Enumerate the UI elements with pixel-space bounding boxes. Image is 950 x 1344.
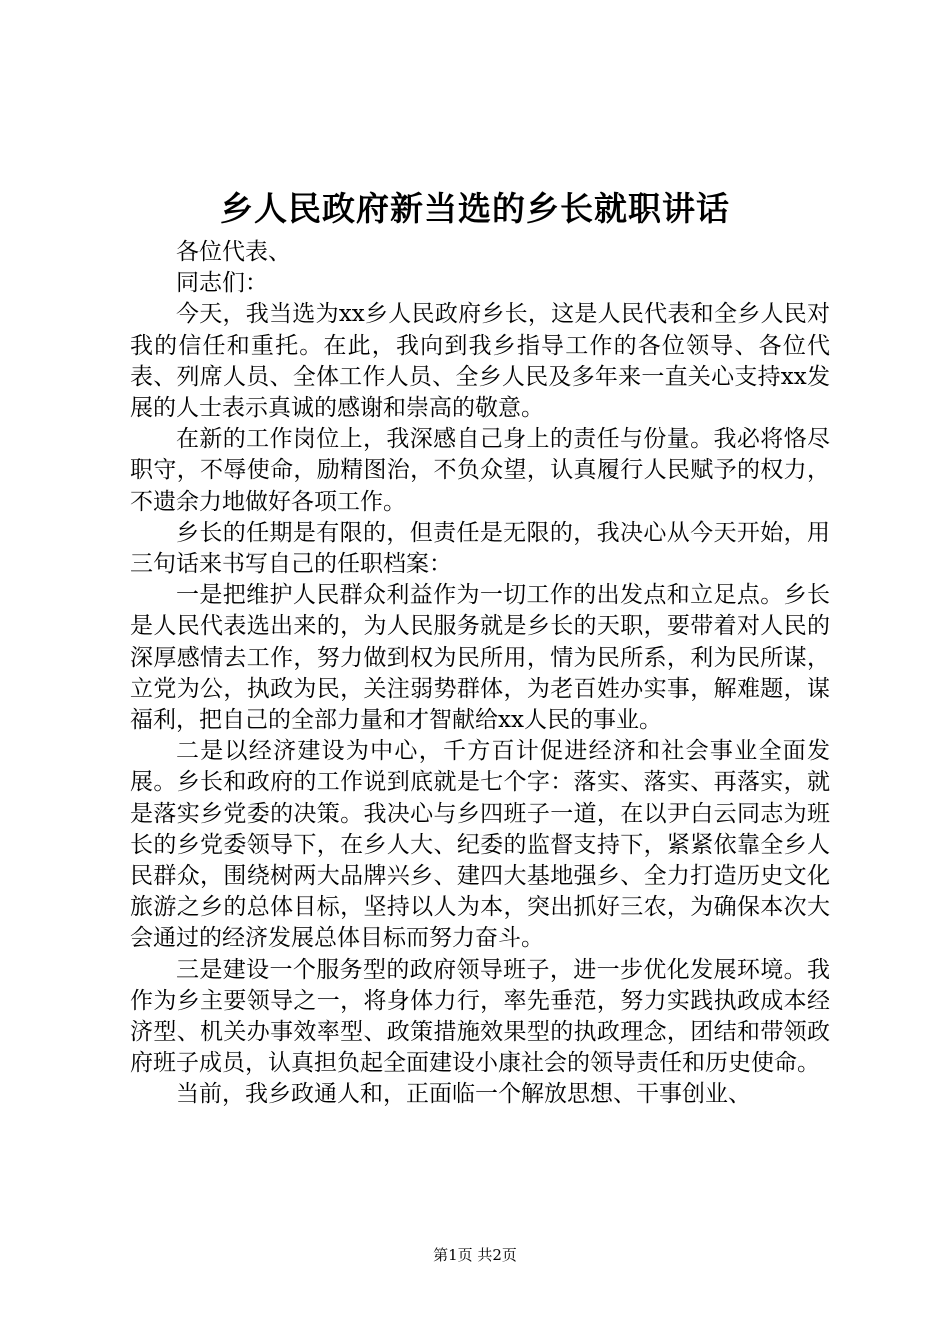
- body-paragraph: 今天，我当选为xx乡人民政府乡长，这是人民代表和全乡人民对我的信任和重托。在此，我向到我乡指导工作的各位领导、各位代表、列席人员、全体工作人员、全乡人民及多年来一直关心支持xx发展的人士表示真诚的感谢和崇高的敬意。: [130, 301, 830, 422]
- body-paragraph: 当前，我乡政通人和，正面临一个解放思想、干事创业、: [176, 1081, 751, 1108]
- document-title: 乡人民政府新当选的乡长就职讲话: [220, 189, 730, 228]
- body-paragraph: 二是以经济建设为中心，千方百计促进经济和社会事业全面发展。乡长和政府的工作说到底就是七个字：落实、落实、再落实，就是落实乡党委的决策。我决心与乡四班子一道，在以尹白云同志为班长的乡党委领导下，在乡人大、纪委的监督支持下，紧紧依靠全乡人民群众，围绕树两大品牌兴乡、建四大基地强乡、全力打造历史文化旅游之乡的总体目标，坚持以人为本，突出抓好三农，为确保本次大会通过的经济发展总体目标而努力奋斗。: [130, 738, 830, 952]
- salutation-line: 同志们：: [176, 270, 268, 297]
- body-paragraph: 乡长的任期是有限的，但责任是无限的，我决心从今天开始，用三句话来书写自己的任职档案：: [130, 519, 830, 578]
- body-paragraph: 一是把维护人民群众利益作为一切工作的出发点和立足点。乡长是人民代表选出来的，为人民服务就是乡长的天职，要带着对人民的深厚感情去工作，努力做到权为民所用，情为民所系，利为民所谋，立党为公，执政为民，关注弱势群体，为老百姓办实事，解难题，谋福利，把自己的全部力量和才智献给xx人民的事业。: [130, 582, 830, 734]
- body-paragraph: 三是建设一个服务型的政府领导班子，进一步优化发展环境。我作为乡主要领导之一，将身体力行，率先垂范，努力实践执政成本经济型、机关办事效率型、政策措施效果型的执政理念，团结和带领政府班子成员，认真担负起全面建设小康社会的领导责任和历史使命。: [130, 956, 830, 1077]
- document-body: [130, 237, 830, 1111]
- salutation-line: 各位代表、: [176, 239, 291, 265]
- page-number-footer: 第1页 共2页: [433, 1246, 517, 1264]
- body-paragraph: 在新的工作岗位上，我深感自己身上的责任与份量。我必将恪尽职守，不辱使命，励精图治，不负众望，认真履行人民赋予的权力，不遗余力地做好各项工作。: [130, 426, 830, 515]
